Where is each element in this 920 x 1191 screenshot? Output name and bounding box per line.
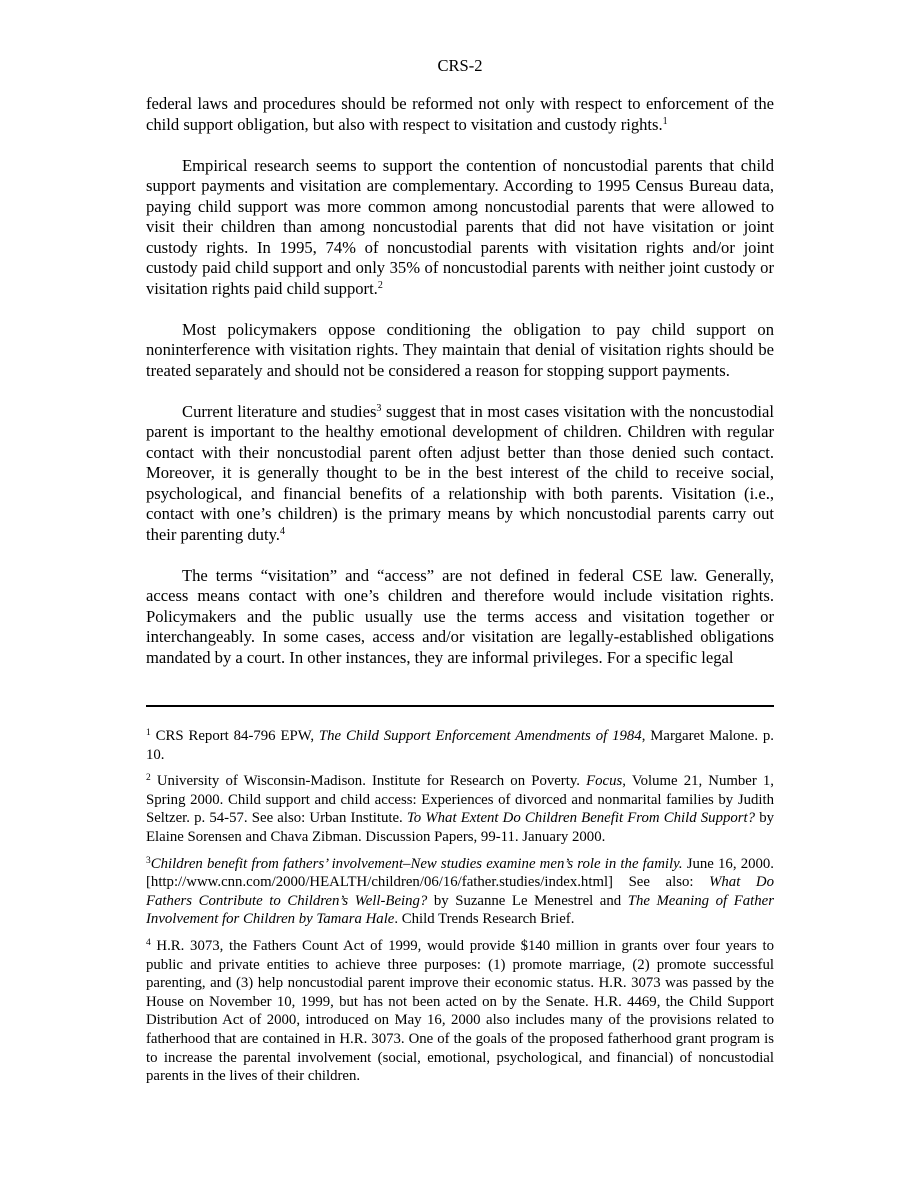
- footnote-2: [146, 772, 774, 846]
- footnote-title: Children benefit from fathers’ involvement–New studies examine men’s role in the family.: [150, 855, 683, 872]
- paragraph-3: [146, 320, 774, 382]
- footnote-text: . Child Trends Research Brief.: [394, 911, 575, 928]
- footnote-text: CRS Report 84-796 EPW,: [150, 728, 319, 744]
- footnote-title: The Child Support Enforcement Amendments of 1984: [318, 728, 642, 744]
- paragraph-5: [146, 566, 774, 669]
- footnote-number: 2: [146, 773, 151, 784]
- footnote-title: To What Extent Do Children Benefit From Child Support?: [406, 810, 756, 827]
- footnote-1: [146, 727, 774, 764]
- paragraph-text: Most policymakers oppose conditioning the obligation to pay child support on noninterference with visitation rights. They maintain that denial of visitation rights should be treated separately and should not be considered a reason for stopping support payments.: [146, 319, 774, 380]
- footnote-text: by Suzanne Le Menestrel and: [427, 892, 628, 909]
- footnote-number: 3: [146, 855, 151, 866]
- paragraph-text: suggest that in most cases visitation with the noncustodial parent is important to the healthy emotional development of children. Children with regular contact with their noncustodial parent often adjust better than those denied such contact. Moreover, it is generally thought to be in the best interest of the child to receive social, psychological, and financial benefits of a relationship with both parents. Visitation (i.e., contact with one’s children) is the primary means by which noncustodial parents carry out their parenting duty.: [146, 401, 774, 544]
- footnote-ref-4[interactable]: 4: [279, 525, 285, 537]
- footnote-ref-1[interactable]: 1: [662, 115, 668, 127]
- footnote-title: What Do Fathers Contribute to Children’s Well-Being?: [146, 874, 774, 909]
- footnote-title: The Meaning of Father Involvement for Children by Tamara Hale: [146, 892, 774, 928]
- body-text: [146, 94, 774, 689]
- footnote-text: H.R. 3073, the Fathers Count Act of 1999, would provide $140 million in grants over four years to public and private entities to achieve three purposes: (1) promote marriage, (2) promote successful parenting, and (3) help noncustodial parent improve their economic status. H.R. 3073 was passed by the House on November 10, 1999, but has not been acted on by the Senate. H.R. 4469, the Child Support Distribution Act of 2000, introduced on May 16, 2000 also includes many of the provisions related to fatherhood that are contained in H.R. 3073. One of the goals of the proposed fatherhood grant program is to increase the parental involvement (social, emotional, psychological, and financial) of noncustodial parents in the lives of their children.: [146, 937, 774, 1085]
- footnote-text: , Margaret Malone. p. 10.: [146, 728, 774, 763]
- footnote-ref-3[interactable]: 3: [376, 402, 382, 414]
- footnote-number: 4: [146, 937, 151, 948]
- footnote-text: by Elaine Sorensen and Chava Zibman. Discussion Papers, 99-11. January 2000.: [146, 810, 774, 845]
- page-number-header: CRS-2: [437, 56, 483, 75]
- footnote-text: , Volume 21, Number 1, Spring 2000. Child support and child access: Experiences of divorced and nonmarital families by Judith Seltzer. p. 54-57. See also: Urban Institute.: [146, 773, 774, 827]
- footnote-4: [146, 937, 774, 1086]
- paragraph-2: [146, 156, 774, 300]
- paragraph-1: [146, 94, 774, 135]
- footnote-number: 1: [146, 728, 151, 738]
- paragraph-text: The terms “visitation” and “access” are not defined in federal CSE law. Generally, access means contact with one’s children and therefore would include visitation rights. Policymakers and the public usually use the terms access and visitation together or interchangeably. In some cases, access and/or visitation are legally-established obligations mandated by a court. In other instances, they are informal privileges. For a specific legal: [146, 565, 774, 667]
- footnote-text: University of Wisconsin-Madison. Institute for Research on Poverty.: [150, 773, 587, 790]
- paragraph-text: Empirical research seems to support the contention of noncustodial parents that child support payments and visitation are complementary. According to 1995 Census Bureau data, paying child support was more common among noncustodial parents that were allowed to visit their children than among noncustodial parents that did not have visitation or joint custody rights. In 1995, 74% of noncustodial parents with visitation rights and/or joint custody paid child support and only 35% of noncustodial parents with neither joint custody or visitation rights paid child support.: [146, 155, 774, 298]
- footnote-divider: [146, 705, 774, 707]
- paragraph-4: [146, 402, 774, 546]
- footnote-3: [146, 855, 774, 929]
- paragraph-text: federal laws and procedures should be reformed not only with respect to enforcement of the child support obligation, but also with respect to visitation and custody rights.: [146, 94, 774, 134]
- footnote-title: Focus: [586, 773, 623, 790]
- paragraph-text: Current literature and studies: [182, 401, 377, 421]
- footnote-text: June 16, 2000. [http://www.cnn.com/2000/HEALTH/children/06/16/father.studies/index.html] See also:: [146, 855, 774, 891]
- footnotes: [146, 727, 774, 1094]
- footnote-ref-2[interactable]: 2: [377, 279, 383, 291]
